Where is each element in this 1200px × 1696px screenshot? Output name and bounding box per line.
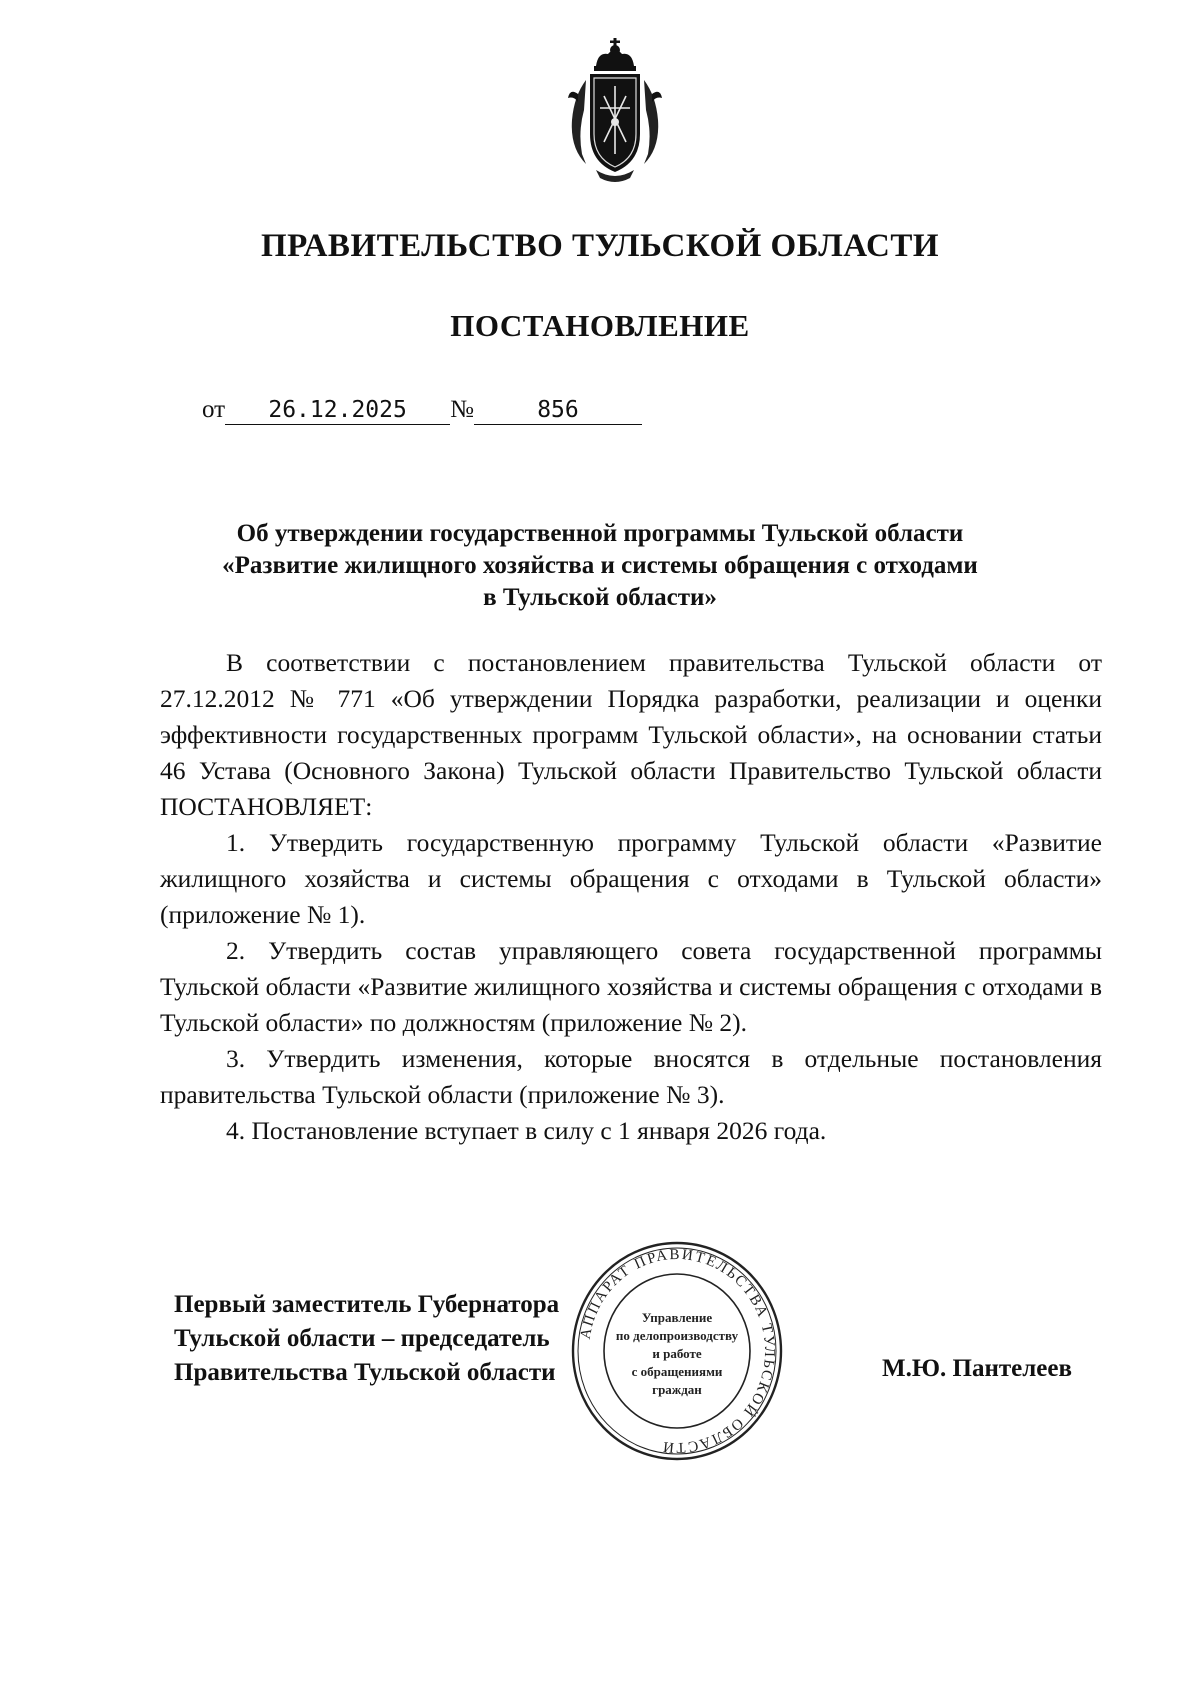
preamble-paragraph: В соответствии с постановлением правительства Тульской области от 27.12.2012 № 771 «Об утверждении Порядка разработки, реализации и оценки эффективности государственных программ Тульской области», на основании статьи 46 Устава (Основного Закона) Тульской области Правительство Тульской области ПОСТАНОВЛЯЕТ: — [160, 648, 1102, 821]
government-title: ПРАВИТЕЛЬСТВО ТУЛЬСКОЙ ОБЛАСТИ — [261, 228, 939, 264]
item-4-paragraph: 4. Постановление вступает в силу с 1 января 2026 года. — [226, 1116, 827, 1145]
signatory-name: М.Ю. Пантелеев — [882, 1355, 1072, 1382]
document-date: 26.12.2025 — [225, 396, 450, 425]
stamp-ring-text: АППАРАТ ПРАВИТЕЛЬСТВА ТУЛЬСКОЙ ОБЛАСТИ — [577, 1246, 778, 1456]
item-1-paragraph: 1. Утвердить государственную программу Тульской области «Развитие жилищного хозяйства и системы обращения с отходами в Тульской области» (приложение № 1). — [160, 828, 1102, 929]
document-type-title: ПОСТАНОВЛЕНИЕ — [450, 308, 750, 343]
item-3-paragraph: 3. Утвердить изменения, которые вносятся в отдельные постановления правительства Тульской области (приложение № 3). — [160, 1044, 1102, 1109]
signatory-block — [174, 1288, 559, 1390]
document-subject — [150, 518, 1050, 614]
item-2-paragraph: 2. Утвердить состав управляющего совета государственной программы Тульской области «Развитие жилищного хозяйства и системы обращения с отходами в Тульской области» по должностям (приложение № 2). — [160, 936, 1102, 1037]
subject-line-3: в Тульской области» — [483, 584, 717, 611]
stamp-line-2: по делопроизводству — [615, 1328, 739, 1343]
signatory-title-line-2: Тульской области – председатель — [174, 1325, 550, 1352]
date-prefix: от — [202, 396, 226, 423]
number-prefix: № — [450, 396, 474, 423]
stamp-line-3: и работе — [652, 1346, 702, 1361]
coat-of-arms-icon — [564, 36, 666, 184]
stamp-line-1: Управление — [641, 1310, 713, 1325]
signatory-title-line-3: Правительства Тульской области — [174, 1359, 556, 1386]
document-number: 856 — [474, 396, 642, 425]
signatory-title-line-1: Первый заместитель Губернатора — [174, 1291, 560, 1318]
subject-line-2: «Развитие жилищного хозяйства и системы обращения с отходами — [222, 552, 978, 579]
stamp-line-5: граждан — [652, 1382, 702, 1397]
registration-line — [202, 396, 642, 425]
document-body — [160, 645, 1102, 1149]
subject-line-1: Об утверждении государственной программы Тульской области — [236, 520, 964, 547]
official-stamp — [568, 1238, 786, 1464]
stamp-line-4: с обращениями — [631, 1364, 723, 1379]
